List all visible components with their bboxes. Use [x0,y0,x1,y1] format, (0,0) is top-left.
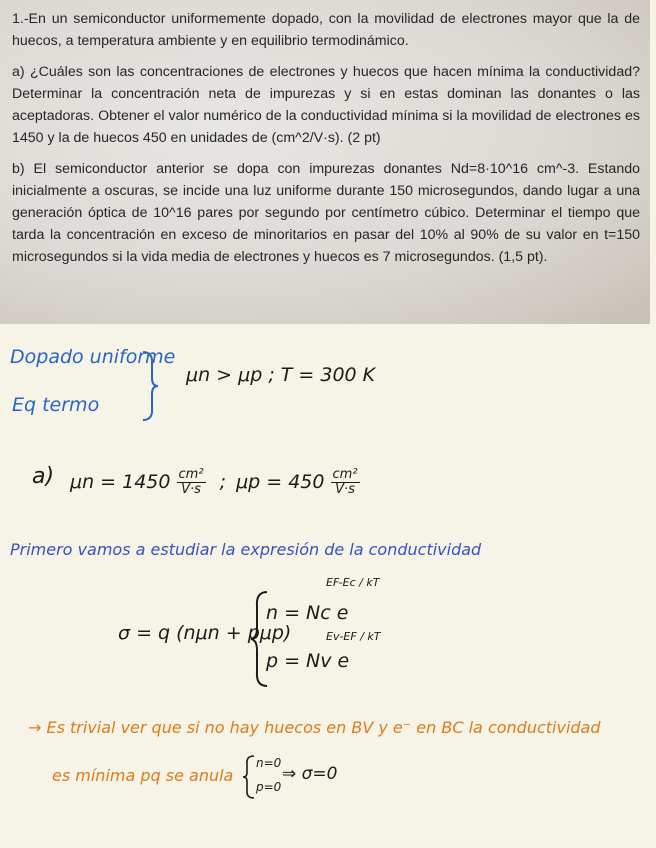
p-exp-text: Ev-EF / kT [326,630,381,643]
unit-den-1: V·s [181,482,201,497]
unit-fraction-1 [177,468,206,497]
note-minimum: es mínima pq se anula [52,766,234,785]
separator: ; [219,471,227,493]
unit-num-1: cm² [178,467,204,482]
p-equation [266,650,349,672]
mu-n-text: μn = 1450 [70,471,171,493]
label-a: a) [32,464,55,489]
note-study: Primero vamos a estudiar la expresión de la conductividad [10,540,482,559]
unit-num-2: cm² [332,467,358,482]
note-condition: μn > μp ; T = 300 K [186,364,376,386]
problem-part-a: a) ¿Cuáles son las concentraciones de electrones y huecos que hacen mínima la conductividad? Determinar la concentración neta de impurezas y si en estas dominan las donantes o las aceptadoras. Obtener el valor numérico de la conductividad mínima si la movilidad de electrones es 1450 y la de huecos 450 en unidades de (cm^2/V·s). (2 pt) [12,64,640,146]
problem-photo [0,0,650,324]
p-exponent [326,630,381,643]
mu-p-text: μp = 450 [236,471,325,493]
n-exp-text: EF-Ec / kT [326,576,380,589]
unit-den-2: V·s [335,482,355,497]
p-eq-text: p = Nv e [266,650,350,672]
brace-icon [140,350,160,422]
n-eq-text: n = Nc e [266,602,349,624]
problem-part-b: b) El semiconductor anterior se dopa con impurezas donantes Nd=8·10^16 cm^-3. Estando inicialmente a oscuras, se incide una luz uniforme durante 150 microsegundos, dando lugar a una generación óptica de 10^16 pares por segundo por centímetro cúbico. Determinar el tiempo que tarda la concentración en exceso de minoritarios en pasar del 10% al 90% de su valor en t=150 microsegundos si la vida media de electrones y huecos es 7 microsegundos. (1,5 pt). [12,161,640,265]
note-trivial: → Es trivial ver que si no hay huecos en BV y e⁻ en BC la conductividad [28,718,601,737]
problem-text [12,8,640,277]
n-zero: n=0 [256,756,282,770]
result-sigma-zero: ⇒ σ=0 [282,764,338,784]
problem-intro: 1.-En un semiconductor uniformemente dopado, con la movilidad de electrones mayor que la de huecos, a temperatura ambiente y en equilibrio termodinámico. [12,11,640,49]
mu-n-value [70,468,360,497]
unit-fraction-2 [331,468,360,497]
p-zero: p=0 [256,780,282,794]
n-equation [266,602,348,624]
n-exponent [326,576,379,589]
sigma-formula: σ = q (nμn + pμp) [118,622,292,644]
note-dopado: Dopado uniforme [10,346,176,368]
note-eq-termo: Eq termo [12,394,100,416]
small-brace-icon [242,754,256,800]
